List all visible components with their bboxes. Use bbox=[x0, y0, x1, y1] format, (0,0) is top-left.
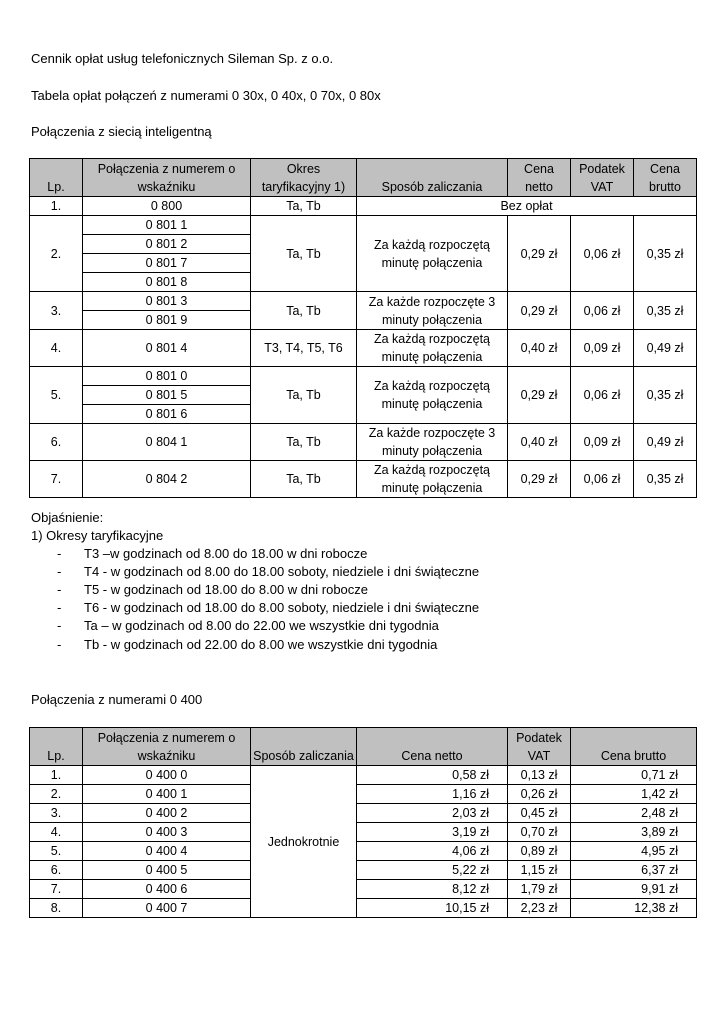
cell-period: Ta, Tb bbox=[251, 461, 357, 498]
cell-net-price: 0,58 zł bbox=[357, 766, 508, 785]
table-row bbox=[30, 330, 697, 367]
cell-period: Ta, Tb bbox=[251, 197, 357, 216]
header-net-price: Cena netto bbox=[357, 728, 508, 766]
cell-net-price: 8,12 zł bbox=[357, 880, 508, 899]
header-vat: Podatek VAT bbox=[571, 159, 634, 197]
cell-lp: 1. bbox=[30, 766, 83, 785]
cell-net-price: 0,40 zł bbox=[508, 330, 571, 367]
header-method: Sposób zaliczania bbox=[251, 728, 357, 766]
cell-lp: 2. bbox=[30, 785, 83, 804]
table-row bbox=[30, 804, 697, 823]
cell-number: 0 801 3 bbox=[83, 292, 251, 311]
cell-lp: 3. bbox=[30, 292, 83, 330]
cell-lp: 7. bbox=[30, 880, 83, 899]
table-row bbox=[30, 766, 697, 785]
cell-number: 0 400 6 bbox=[83, 880, 251, 899]
cell-method: Za każde rozpoczęte 3 minuty połączenia bbox=[357, 292, 508, 330]
cell-method: Za każdą rozpoczętą minutę połączenia bbox=[357, 461, 508, 498]
cell-gross-price: 0,35 zł bbox=[634, 216, 697, 292]
cell-vat: 0,89 zł bbox=[508, 842, 571, 861]
cell-net-price: 0,29 zł bbox=[508, 292, 571, 330]
cell-number: 0 801 1 bbox=[83, 216, 251, 235]
header-vat: Podatek VAT bbox=[508, 728, 571, 766]
cell-vat: 0,13 zł bbox=[508, 766, 571, 785]
cell-number: 0 801 6 bbox=[83, 405, 251, 424]
header-number: Połączenia z numerem o wskaźniku bbox=[83, 728, 251, 766]
cell-gross-price: 9,91 zł bbox=[571, 880, 697, 899]
cell-lp: 4. bbox=[30, 823, 83, 842]
cell-number: 0 400 0 bbox=[83, 766, 251, 785]
cell-number: 0 804 2 bbox=[83, 461, 251, 498]
cell-vat: 0,70 zł bbox=[508, 823, 571, 842]
document-subtitle: Tabela opłat połączeń z numerami 0 30x, 0 40x, 0 70x, 0 80x bbox=[31, 88, 381, 103]
cell-lp: 5. bbox=[30, 367, 83, 424]
table-row bbox=[30, 216, 697, 235]
table-row bbox=[30, 292, 697, 311]
cell-period: Ta, Tb bbox=[251, 292, 357, 330]
cell-number: 0 400 4 bbox=[83, 842, 251, 861]
cell-lp: 4. bbox=[30, 330, 83, 367]
cell-net-price: 0,29 zł bbox=[508, 367, 571, 424]
cell-period: T3, T4, T5, T6 bbox=[251, 330, 357, 367]
price-table-intelligent-network bbox=[29, 158, 697, 498]
cell-number: 0 400 2 bbox=[83, 804, 251, 823]
cell-vat: 0,09 zł bbox=[571, 424, 634, 461]
cell-number: 0 801 9 bbox=[83, 311, 251, 330]
cell-vat: 0,45 zł bbox=[508, 804, 571, 823]
cell-vat: 0,06 zł bbox=[571, 461, 634, 498]
cell-vat: 0,09 zł bbox=[571, 330, 634, 367]
cell-gross-price: 0,49 zł bbox=[634, 330, 697, 367]
cell-net-price: 4,06 zł bbox=[357, 842, 508, 861]
legend-subheading: 1) Okresy taryfikacyjne bbox=[31, 528, 164, 543]
cell-number: 0 801 4 bbox=[83, 330, 251, 367]
cell-gross-price: 4,95 zł bbox=[571, 842, 697, 861]
cell-method: Za każdą rozpoczętą minutę połączenia bbox=[357, 367, 508, 424]
cell-net-price: 2,03 zł bbox=[357, 804, 508, 823]
header-method: Sposób zaliczania bbox=[357, 159, 508, 197]
cell-gross-price: 0,35 zł bbox=[634, 292, 697, 330]
cell-lp: 7. bbox=[30, 461, 83, 498]
header-gross-price: Cena brutto bbox=[571, 728, 697, 766]
cell-gross-price: 0,49 zł bbox=[634, 424, 697, 461]
cell-vat: 1,15 zł bbox=[508, 861, 571, 880]
cell-number: 0 801 5 bbox=[83, 386, 251, 405]
cell-number: 0 400 1 bbox=[83, 785, 251, 804]
cell-number: 0 801 2 bbox=[83, 235, 251, 254]
section-heading-0400: Połączenia z numerami 0 400 bbox=[31, 692, 203, 707]
cell-gross-price: 0,35 zł bbox=[634, 461, 697, 498]
table-row bbox=[30, 461, 697, 498]
table-row bbox=[30, 899, 697, 918]
table-row bbox=[30, 367, 697, 386]
cell-vat: 0,26 zł bbox=[508, 785, 571, 804]
cell-lp: 3. bbox=[30, 804, 83, 823]
cell-period: Ta, Tb bbox=[251, 367, 357, 424]
table-header-row bbox=[30, 159, 697, 197]
legend-item: - Ta – w godzinach od 8.00 do 22.00 we wszystkie dni tygodnia bbox=[57, 618, 439, 633]
cell-net-price: 0,29 zł bbox=[508, 216, 571, 292]
cell-method: Za każde rozpoczęte 3 minuty połączenia bbox=[357, 424, 508, 461]
cell-net-price: 5,22 zł bbox=[357, 861, 508, 880]
cell-number: 0 400 3 bbox=[83, 823, 251, 842]
cell-gross-price: 0,35 zł bbox=[634, 367, 697, 424]
cell-lp: 2. bbox=[30, 216, 83, 292]
table-row bbox=[30, 861, 697, 880]
table-row bbox=[30, 842, 697, 861]
cell-gross-price: 6,37 zł bbox=[571, 861, 697, 880]
table-header-row bbox=[30, 728, 697, 766]
header-number: Połączenia z numerem o wskaźniku bbox=[83, 159, 251, 197]
cell-period: Ta, Tb bbox=[251, 424, 357, 461]
cell-gross-price: 12,38 zł bbox=[571, 899, 697, 918]
price-table-0400 bbox=[29, 727, 697, 918]
cell-method: Jednokrotnie bbox=[251, 766, 357, 918]
cell-net-price: 10,15 zł bbox=[357, 899, 508, 918]
legend-heading: Objaśnienie: bbox=[31, 510, 104, 525]
table-row bbox=[30, 424, 697, 461]
cell-lp: 6. bbox=[30, 861, 83, 880]
cell-gross-price: 0,71 zł bbox=[571, 766, 697, 785]
cell-method: Za każdą rozpoczętą minutę połączenia bbox=[357, 330, 508, 367]
table-row bbox=[30, 823, 697, 842]
header-gross-price: Cena brutto bbox=[634, 159, 697, 197]
cell-number: 0 804 1 bbox=[83, 424, 251, 461]
cell-lp: 5. bbox=[30, 842, 83, 861]
legend-item: - T6 - w godzinach od 18.00 do 8.00 soboty, niedziele i dni świąteczne bbox=[57, 600, 480, 615]
cell-net-price: 3,19 zł bbox=[357, 823, 508, 842]
cell-vat: 0,06 zł bbox=[571, 367, 634, 424]
cell-period: Ta, Tb bbox=[251, 216, 357, 292]
table-row bbox=[30, 197, 697, 216]
section-heading-intelligent-network: Połączenia z siecią inteligentną bbox=[31, 124, 212, 139]
cell-lp: 8. bbox=[30, 899, 83, 918]
legend-item: - T3 –w godzinach od 8.00 do 18.00 w dni robocze bbox=[57, 546, 368, 561]
cell-gross-price: 1,42 zł bbox=[571, 785, 697, 804]
cell-gross-price: 3,89 zł bbox=[571, 823, 697, 842]
cell-net-price: 0,40 zł bbox=[508, 424, 571, 461]
cell-number: 0 801 7 bbox=[83, 254, 251, 273]
cell-gross-price: 2,48 zł bbox=[571, 804, 697, 823]
cell-free: Bez opłat bbox=[357, 197, 697, 216]
table-row bbox=[30, 785, 697, 804]
cell-vat: 1,79 zł bbox=[508, 880, 571, 899]
cell-lp: 6. bbox=[30, 424, 83, 461]
cell-number: 0 400 5 bbox=[83, 861, 251, 880]
cell-vat: 2,23 zł bbox=[508, 899, 571, 918]
cell-number: 0 800 bbox=[83, 197, 251, 216]
legend-item: - T4 - w godzinach od 8.00 do 18.00 soboty, niedziele i dni świąteczne bbox=[57, 564, 480, 579]
cell-vat: 0,06 zł bbox=[571, 216, 634, 292]
header-lp: Lp. bbox=[30, 159, 83, 197]
header-period: Okres taryfikacyjny 1) bbox=[251, 159, 357, 197]
legend-item: - T5 - w godzinach od 18.00 do 8.00 w dni robocze bbox=[57, 582, 369, 597]
cell-number: 0 801 0 bbox=[83, 367, 251, 386]
header-net-price: Cena netto bbox=[508, 159, 571, 197]
document-title: Cennik opłat usług telefonicznych Sileman Sp. z o.o. bbox=[31, 51, 334, 66]
table-row bbox=[30, 880, 697, 899]
cell-vat: 0,06 zł bbox=[571, 292, 634, 330]
cell-lp: 1. bbox=[30, 197, 83, 216]
cell-method: Za każdą rozpoczętą minutę połączenia bbox=[357, 216, 508, 292]
cell-net-price: 1,16 zł bbox=[357, 785, 508, 804]
header-lp: Lp. bbox=[30, 728, 83, 766]
cell-net-price: 0,29 zł bbox=[508, 461, 571, 498]
cell-number: 0 801 8 bbox=[83, 273, 251, 292]
cell-number: 0 400 7 bbox=[83, 899, 251, 918]
legend-item: - Tb - w godzinach od 22.00 do 8.00 we wszystkie dni tygodnia bbox=[57, 637, 438, 652]
